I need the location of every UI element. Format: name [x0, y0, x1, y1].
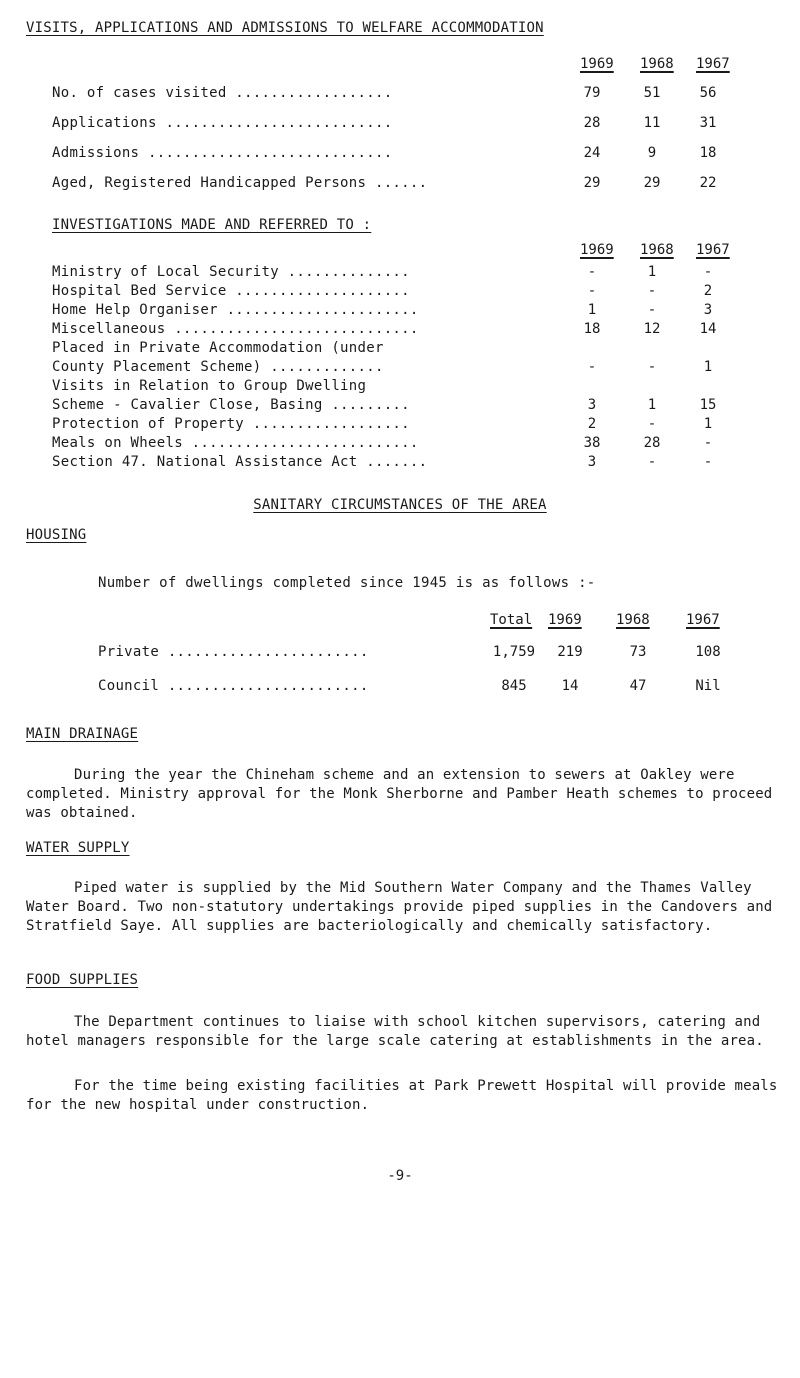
water-text: [26, 879, 778, 936]
water-paragraph: Piped water is supplied by the Mid Southern Water Company and the Thames Valley Water Board. Two non-statutory undertakings provide piped supplies in the Candovers and Stratfield Saye. All supplies are bacteriologically and chemically satisfactory.: [26, 880, 773, 934]
drainage-text: [26, 766, 778, 823]
visits-cell: 56: [699, 85, 717, 101]
housing-cell: 219: [557, 644, 583, 660]
inv-cell: -: [703, 435, 713, 451]
housing-col-total: Total: [490, 612, 533, 628]
housing-cell: 108: [695, 644, 721, 660]
housing-title: HOUSING: [26, 527, 87, 543]
housing-cell: Nil: [695, 678, 721, 694]
housing-row-label: Council .......................: [98, 678, 369, 694]
inv-line: Ministry of Local Security ..............: [52, 264, 410, 280]
housing-cell: 1,759: [492, 644, 536, 660]
food-text-2: [26, 1077, 778, 1115]
water-title: WATER SUPPLY: [26, 840, 130, 856]
visits-cell: 22: [699, 175, 717, 191]
housing-col-1968: 1968: [616, 612, 650, 628]
inv-cell: 15: [699, 397, 717, 413]
housing-cell: 14: [561, 678, 579, 694]
inv-cell: -: [703, 454, 713, 470]
visits-cell: 11: [643, 115, 661, 131]
housing-col-1969: 1969: [548, 612, 582, 628]
inv-cell: 1: [703, 416, 713, 432]
inv-line: County Placement Scheme) .............: [52, 359, 384, 375]
visits-row-label: Admissions ............................: [52, 145, 393, 161]
inv-cell: 2: [587, 416, 597, 432]
housing-row-label: Private .......................: [98, 644, 369, 660]
food-text-1: [26, 1013, 778, 1051]
inv-line: Protection of Property ..................: [52, 416, 410, 432]
inv-cell: 14: [699, 321, 717, 337]
visits-year-1969: 1969: [580, 56, 614, 72]
housing-cell: 73: [629, 644, 647, 660]
inv-year-1968: 1968: [640, 242, 674, 258]
visits-row-label: Applications ..........................: [52, 115, 393, 131]
inv-line: Placed in Private Accommodation (under: [52, 340, 384, 356]
food-paragraph-2: For the time being existing facilities at Park Prewett Hospital will provide meals for the new hospital under construction.: [26, 1078, 778, 1113]
inv-cell: 3: [703, 302, 713, 318]
inv-line: Visits in Relation to Group Dwelling: [52, 378, 367, 394]
inv-cell: -: [647, 416, 657, 432]
inv-year-1969: 1969: [580, 242, 614, 258]
food-title: FOOD SUPPLIES: [26, 972, 139, 988]
housing-cell: 47: [629, 678, 647, 694]
inv-line: Section 47. National Assistance Act .......: [52, 454, 428, 470]
inv-cell: 1: [587, 302, 597, 318]
visits-year-1967: 1967: [696, 56, 730, 72]
visits-cell: 29: [643, 175, 661, 191]
inv-cell: 1: [703, 359, 713, 375]
inv-cell: -: [587, 283, 597, 299]
inv-cell: -: [703, 264, 713, 280]
drainage-title: MAIN DRAINAGE: [26, 726, 139, 742]
housing-col-1967: 1967: [686, 612, 720, 628]
inv-line: Home Help Organiser ......................: [52, 302, 419, 318]
page-number: -9-: [387, 1168, 413, 1184]
inv-cell: 38: [583, 435, 601, 451]
inv-line: Meals on Wheels ..........................: [52, 435, 419, 451]
inv-cell: 1: [647, 397, 657, 413]
food-paragraph-1: The Department continues to liaise with school kitchen supervisors, catering and hotel managers responsible for the large scale catering at establishments in the area.: [26, 1014, 764, 1049]
visits-row-label: Aged, Registered Handicapped Persons ......: [52, 175, 428, 191]
visits-cell: 51: [643, 85, 661, 101]
inv-cell: -: [647, 302, 657, 318]
inv-line: Miscellaneous ............................: [52, 321, 419, 337]
visits-cell: 18: [699, 145, 717, 161]
inv-cell: -: [647, 454, 657, 470]
visits-year-1968: 1968: [640, 56, 674, 72]
inv-cell: 3: [587, 454, 597, 470]
housing-intro: Number of dwellings completed since 1945 is as follows :-: [98, 575, 596, 591]
inv-year-1967: 1967: [696, 242, 730, 258]
visits-cell: 28: [583, 115, 601, 131]
inv-cell: -: [647, 283, 657, 299]
visits-cell: 29: [583, 175, 601, 191]
inv-cell: -: [647, 359, 657, 375]
inv-cell: -: [587, 264, 597, 280]
inv-cell: 28: [643, 435, 661, 451]
visits-cell: 9: [647, 145, 657, 161]
visits-row-label: No. of cases visited ..................: [52, 85, 393, 101]
inv-cell: 1: [647, 264, 657, 280]
inv-cell: 18: [583, 321, 601, 337]
visits-cell: 24: [583, 145, 601, 161]
sanitary-title: SANITARY CIRCUMSTANCES OF THE AREA: [253, 497, 547, 513]
inv-cell: -: [587, 359, 597, 375]
housing-cell: 845: [501, 678, 527, 694]
inv-line: Hospital Bed Service ....................: [52, 283, 410, 299]
inv-cell: 3: [587, 397, 597, 413]
visits-cell: 79: [583, 85, 601, 101]
inv-cell: 2: [703, 283, 713, 299]
inv-cell: 12: [643, 321, 661, 337]
inv-line: Scheme - Cavalier Close, Basing .........: [52, 397, 410, 413]
investigations-title: INVESTIGATIONS MADE AND REFERRED TO :: [52, 217, 372, 233]
drainage-paragraph: During the year the Chineham scheme and an extension to sewers at Oakley were completed. Ministry approval for the Monk Sherborne and Pamber Heath schemes to proceed was obtained.: [26, 767, 773, 821]
visits-cell: 31: [699, 115, 717, 131]
visits-title: VISITS, APPLICATIONS AND ADMISSIONS TO WELFARE ACCOMMODATION: [26, 20, 544, 36]
